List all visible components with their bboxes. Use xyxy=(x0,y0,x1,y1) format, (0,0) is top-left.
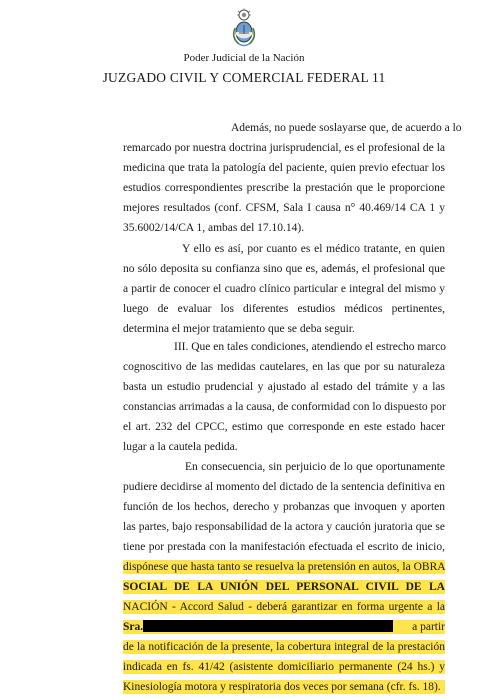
highlighted-line: SOCIAL DE LA UNIÓN DEL PERSONAL CIVIL DE LA xyxy=(123,581,445,593)
paragraph-line: lugar a la cautela pedida. xyxy=(123,441,238,453)
paragraph-line: mejores resultados (conf. CFSM, Sala I causa n° 40.469/14 CA 1 y xyxy=(123,202,445,214)
coat-of-arms-icon xyxy=(229,8,259,48)
paragraph-line: En consecuencia, sin perjuicio de lo que oportunamente xyxy=(185,461,445,473)
paragraph-line: a partir de conocer el cuadro clínico particular e integral del mismo y xyxy=(123,283,445,295)
paragraph-line: basta un estudio prudencial y ajustado al estado del trámite y a las xyxy=(123,381,445,393)
highlighted-line: indicada en fs. 41/42 (asistente domiciliario permanente (24 hs.) y xyxy=(123,661,445,673)
paragraph-line: estudios correspondientes prescribe la prestación que le proporcione xyxy=(123,182,445,194)
addressee-prefix: Sra. xyxy=(123,621,144,633)
paragraph-line: determina el mejor tratamiento que se deba seguir. xyxy=(123,323,355,335)
paragraph-line: cognoscitivo de las medidas cautelares, en las que por su naturaleza xyxy=(123,361,445,373)
paragraph-line: pudiere decidirse al momento del dictado de la sentencia definitiva en xyxy=(123,481,445,493)
court-branch: Poder Judicial de la Nación xyxy=(183,52,305,64)
highlighted-line: NACIÓN - Accord Salud - deberá garantizar en forma urgente a la xyxy=(123,601,445,613)
paragraph-line: luego de evaluar los diferentes estudios médicos pertinentes, xyxy=(123,303,445,315)
highlighted-line: dispónese que hasta tanto se resuelva la pretensión en autos, la OBRA xyxy=(123,561,446,573)
paragraph-line: Y ello es así, por cuanto es el médico tratante, en quien xyxy=(182,243,445,255)
paragraph-line: las partes, bajo responsabilidad de la actora y caución juratoria que se xyxy=(123,521,445,533)
line-suffix: a partir xyxy=(412,621,445,633)
paragraph-line: no sólo deposita su confianza sino que es, además, el profesional que xyxy=(123,263,445,275)
highlighted-line: de la notificación de la presente, la cobertura integral de la prestación xyxy=(123,641,445,653)
highlighted-line xyxy=(123,620,445,634)
paragraph-line: medicina que trata la patología del paciente, quien previo efectuar los xyxy=(123,162,445,174)
paragraph-line: tiene por prestada con la manifestación efectuada el escrito de inicio, xyxy=(123,541,445,553)
paragraph-line: Además, no puede soslayarse que, de acuerdo a lo xyxy=(231,122,462,134)
paragraph-line: el art. 232 del CPCC, estimo que corresponde en este estado hacer xyxy=(123,421,445,433)
highlighted-line: Kinesiología motora y respiratoria dos veces por semana (cfr. fs. 18). xyxy=(123,680,445,694)
court-name: JUZGADO CIVIL Y COMERCIAL FEDERAL 11 xyxy=(102,70,386,85)
redacted-name xyxy=(143,620,393,632)
paragraph-line: remarcado por nuestra doctrina jurisprudencial, es el profesional de la xyxy=(123,142,445,154)
paragraph-line: III. Que en tales condiciones, atendiendo el estrecho marco xyxy=(174,341,447,353)
paragraph-line: 35.6002/14/CA 1, ambas del 17.10.14). xyxy=(123,222,305,234)
paragraph-line: función de los hechos, derecho y probanzas que invoquen y aporten xyxy=(123,501,445,513)
paragraph-line: constancias arrimadas a la causa, de conformidad con lo dispuesto por xyxy=(123,401,446,413)
